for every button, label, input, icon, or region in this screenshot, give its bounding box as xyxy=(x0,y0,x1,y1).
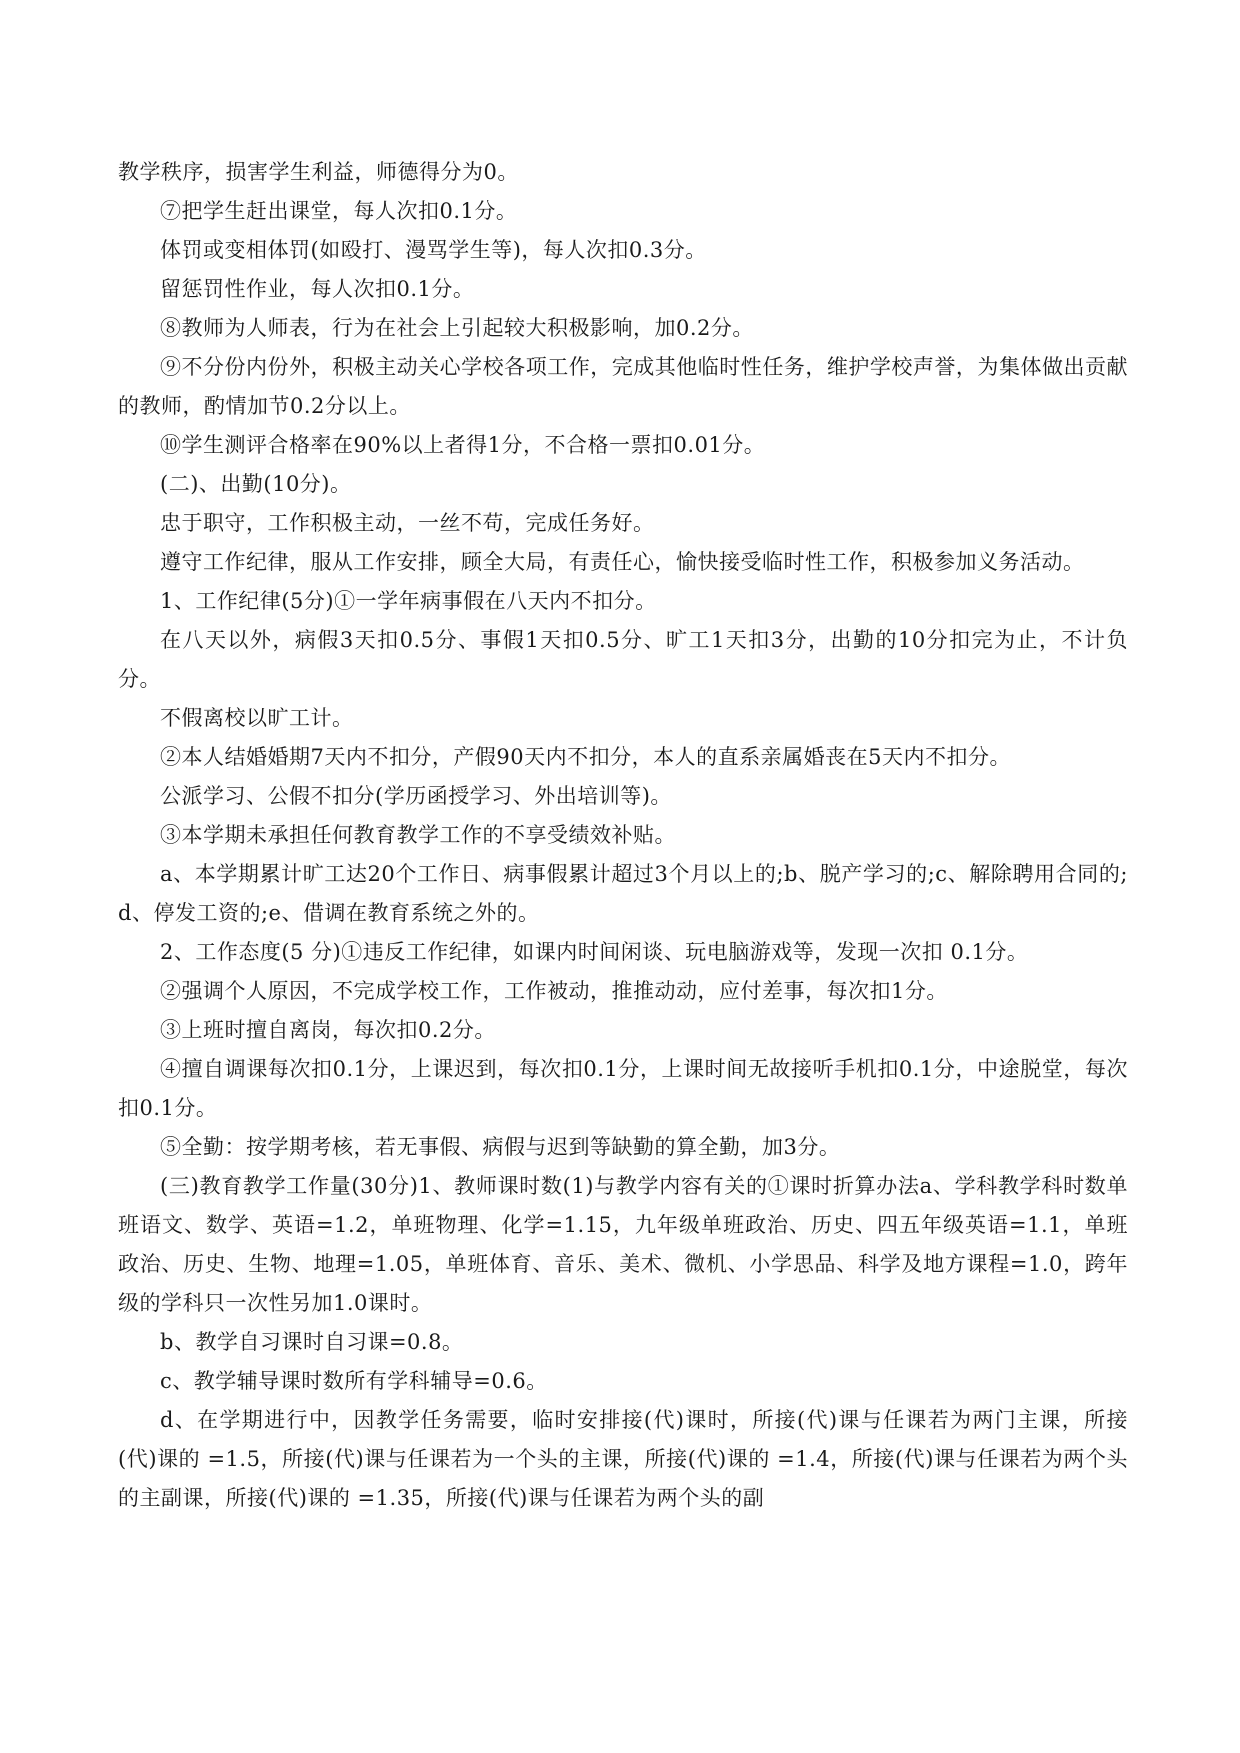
section-heading: (三)教育教学工作量(30分)1、教师课时数(1)与教学内容有关的①课时折算办法a、学科教学科时数单班语文、数学、英语=1.2，单班物理、化学=1.15，九年级单班政治、历史、四五年级英语=1.1，单班政治、历史、生物、地理=1.05，单班体育、音乐、美术、微机、小学思品、科学及地方课程=1.0，跨年级的学科只一次性另加1.0课时。 xyxy=(118,1174,1128,1315)
paragraph: ⑨不分份内份外，积极主动关心学校各项工作，完成其他临时性任务，维护学校声誉，为集体做出贡献的教师，酌情加节0.2分以上。 xyxy=(118,355,1128,418)
paragraph: ③上班时擅自离岗，每次扣0.2分。 xyxy=(160,1018,496,1042)
paragraph: b、教学自习课时自习课=0.8。 xyxy=(160,1330,464,1354)
paragraph: 体罚或变相体罚(如殴打、漫骂学生等)，每人次扣0.3分。 xyxy=(160,238,707,262)
paragraph: 在八天以外，病假3天扣0.5分、事假1天扣0.5分、旷工1天扣3分，出勤的10分扣完为止，不计负分。 xyxy=(118,628,1128,691)
paragraph: d、在学期进行中，因教学任务需要，临时安排接(代)课时，所接(代)课与任课若为两门主课，所接(代)课的 =1.5，所接(代)课与任课若为一个头的主课，所接(代)课的 =1.4，所接(代)课与任课若为两个头的主副课，所接(代)课的 =1.35，所接(代)课与任课若为两个头的副 xyxy=(118,1408,1128,1510)
paragraph: ②强调个人原因，不完成学校工作，工作被动，推推动动，应付差事，每次扣1分。 xyxy=(160,979,948,1003)
paragraph: 遵守工作纪律，服从工作安排，顾全大局，有责任心，愉快接受临时性工作，积极参加义务活动。 xyxy=(160,550,1085,574)
paragraph: ⑩学生测评合格率在90%以上者得1分，不合格一票扣0.01分。 xyxy=(160,433,766,457)
paragraph: 留惩罚性作业，每人次扣0.1分。 xyxy=(160,277,475,301)
paragraph: 忠于职守，工作积极主动，一丝不苟，完成任务好。 xyxy=(160,511,655,535)
paragraph: ④擅自调课每次扣0.1分，上课迟到，每次扣0.1分，上课时间无故接听手机扣0.1分，中途脱堂，每次扣0.1分。 xyxy=(118,1057,1128,1120)
paragraph: ⑦把学生赶出课堂，每人次扣0.1分。 xyxy=(160,199,518,223)
paragraph: ⑧教师为人师表，行为在社会上引起较大积极影响，加0.2分。 xyxy=(160,316,754,340)
section-heading: (二)、出勤(10分)。 xyxy=(160,472,352,496)
paragraph: 公派学习、公假不扣分(学历函授学习、外出培训等)。 xyxy=(160,784,672,808)
paragraph: ⑤全勤：按学期考核，若无事假、病假与迟到等缺勤的算全勤，加3分。 xyxy=(160,1135,841,1159)
paragraph: a、本学期累计旷工达20个工作日、病事假累计超过3个月以上的;b、脱产学习的;c、解除聘用合同的;d、停发工资的;e、借调在教育系统之外的。 xyxy=(118,862,1128,925)
paragraph: 1、工作纪律(5分)①一学年病事假在八天内不扣分。 xyxy=(160,589,657,613)
paragraph: 2、工作态度(5 分)①违反工作纪律，如课内时间闲谈、玩电脑游戏等，发现一次扣 0.1分。 xyxy=(160,940,1029,964)
document-body xyxy=(118,153,1128,1518)
paragraph: 教学秩序，损害学生利益，师德得分为0。 xyxy=(118,160,519,184)
paragraph: c、教学辅导课时数所有学科辅导=0.6。 xyxy=(160,1369,548,1393)
paragraph: ②本人结婚婚期7天内不扣分，产假90天内不扣分，本人的直系亲属婚丧在5天内不扣分。 xyxy=(160,745,1011,769)
paragraph: ③本学期未承担任何教育教学工作的不享受绩效补贴。 xyxy=(160,823,676,847)
paragraph: 不假离校以旷工计。 xyxy=(160,706,354,730)
